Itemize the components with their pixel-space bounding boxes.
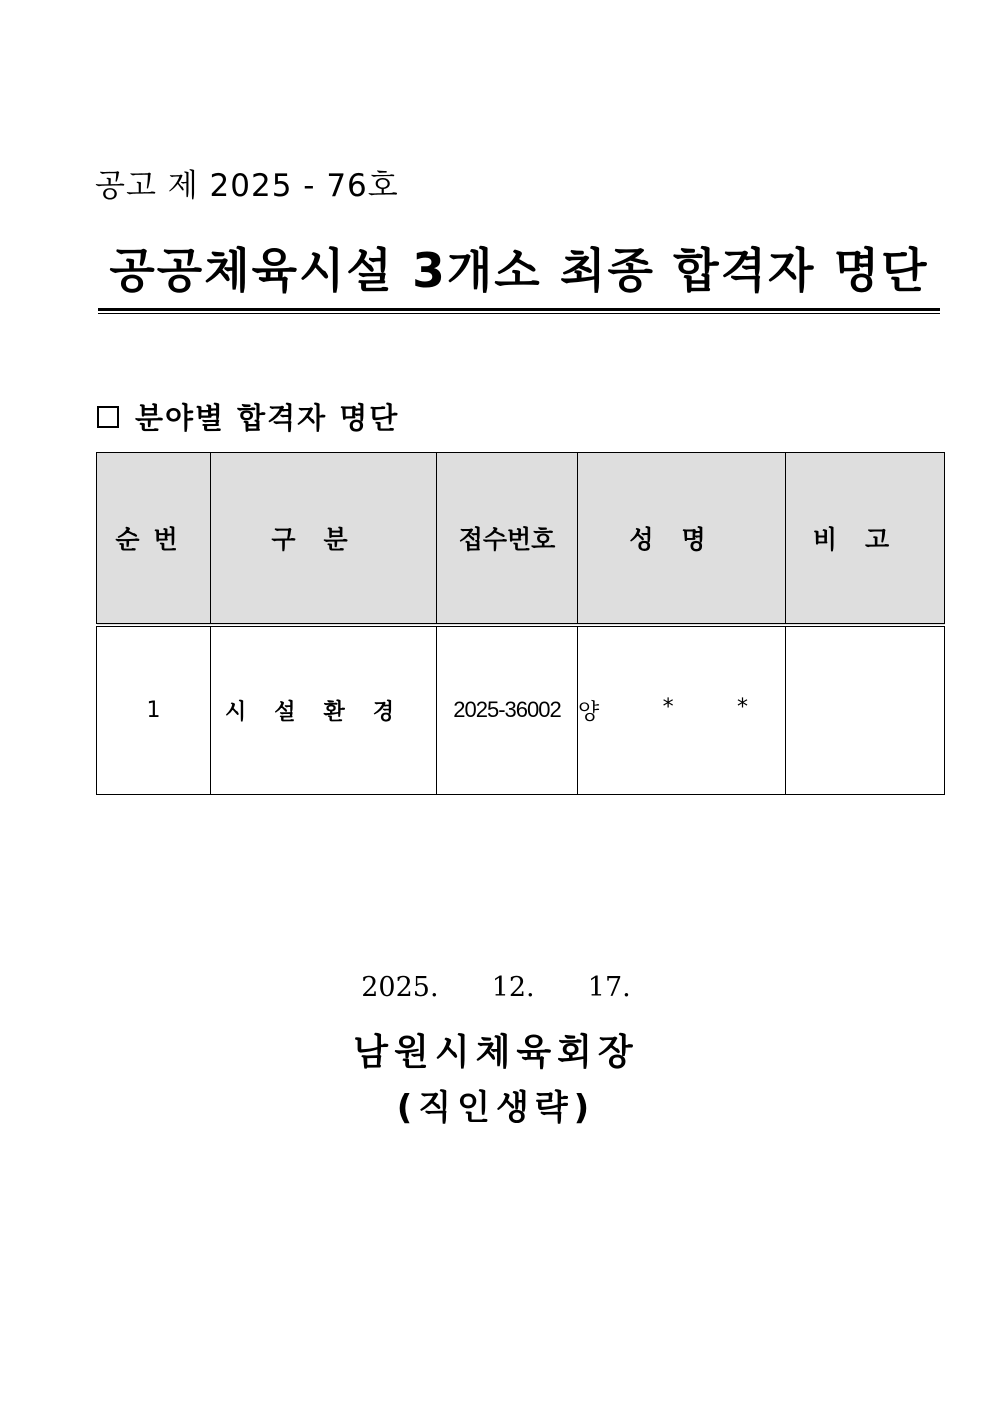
name-part: * bbox=[662, 694, 674, 720]
title-underline bbox=[98, 308, 940, 314]
title-block bbox=[98, 240, 940, 314]
organization-name: 남원시체육회장 bbox=[353, 1032, 639, 1073]
header-receipt-number: 접수번호 bbox=[437, 453, 578, 625]
cell-note bbox=[786, 625, 945, 795]
seal-omitted-note: (직인생략) bbox=[396, 1088, 596, 1128]
cell-no: 1 bbox=[97, 625, 211, 795]
table-row bbox=[97, 625, 945, 795]
checkbox-icon bbox=[97, 406, 119, 428]
notice-number: 공고 제 2025 - 76호 bbox=[95, 168, 399, 204]
page-title: 공공체육시설 3개소 최종 합격자 명단 bbox=[109, 244, 929, 299]
header-no: 순번 bbox=[97, 453, 211, 625]
table-header-row bbox=[97, 453, 945, 625]
name-part: 양 bbox=[578, 699, 600, 725]
section-label: 분야별 합격자 명단 bbox=[135, 401, 400, 435]
name-part: * bbox=[736, 694, 748, 720]
cell-name bbox=[578, 625, 786, 795]
header-category: 구분 bbox=[211, 453, 437, 625]
header-name: 성명 bbox=[578, 453, 786, 625]
header-note: 비고 bbox=[786, 453, 945, 625]
results-table bbox=[96, 452, 945, 795]
section-heading bbox=[97, 396, 399, 437]
announcement-date: 2025. 12. 17. bbox=[361, 972, 631, 1003]
cell-category: 시설환경 bbox=[211, 625, 437, 795]
cell-receipt-number: 2025-36002 bbox=[437, 625, 578, 795]
